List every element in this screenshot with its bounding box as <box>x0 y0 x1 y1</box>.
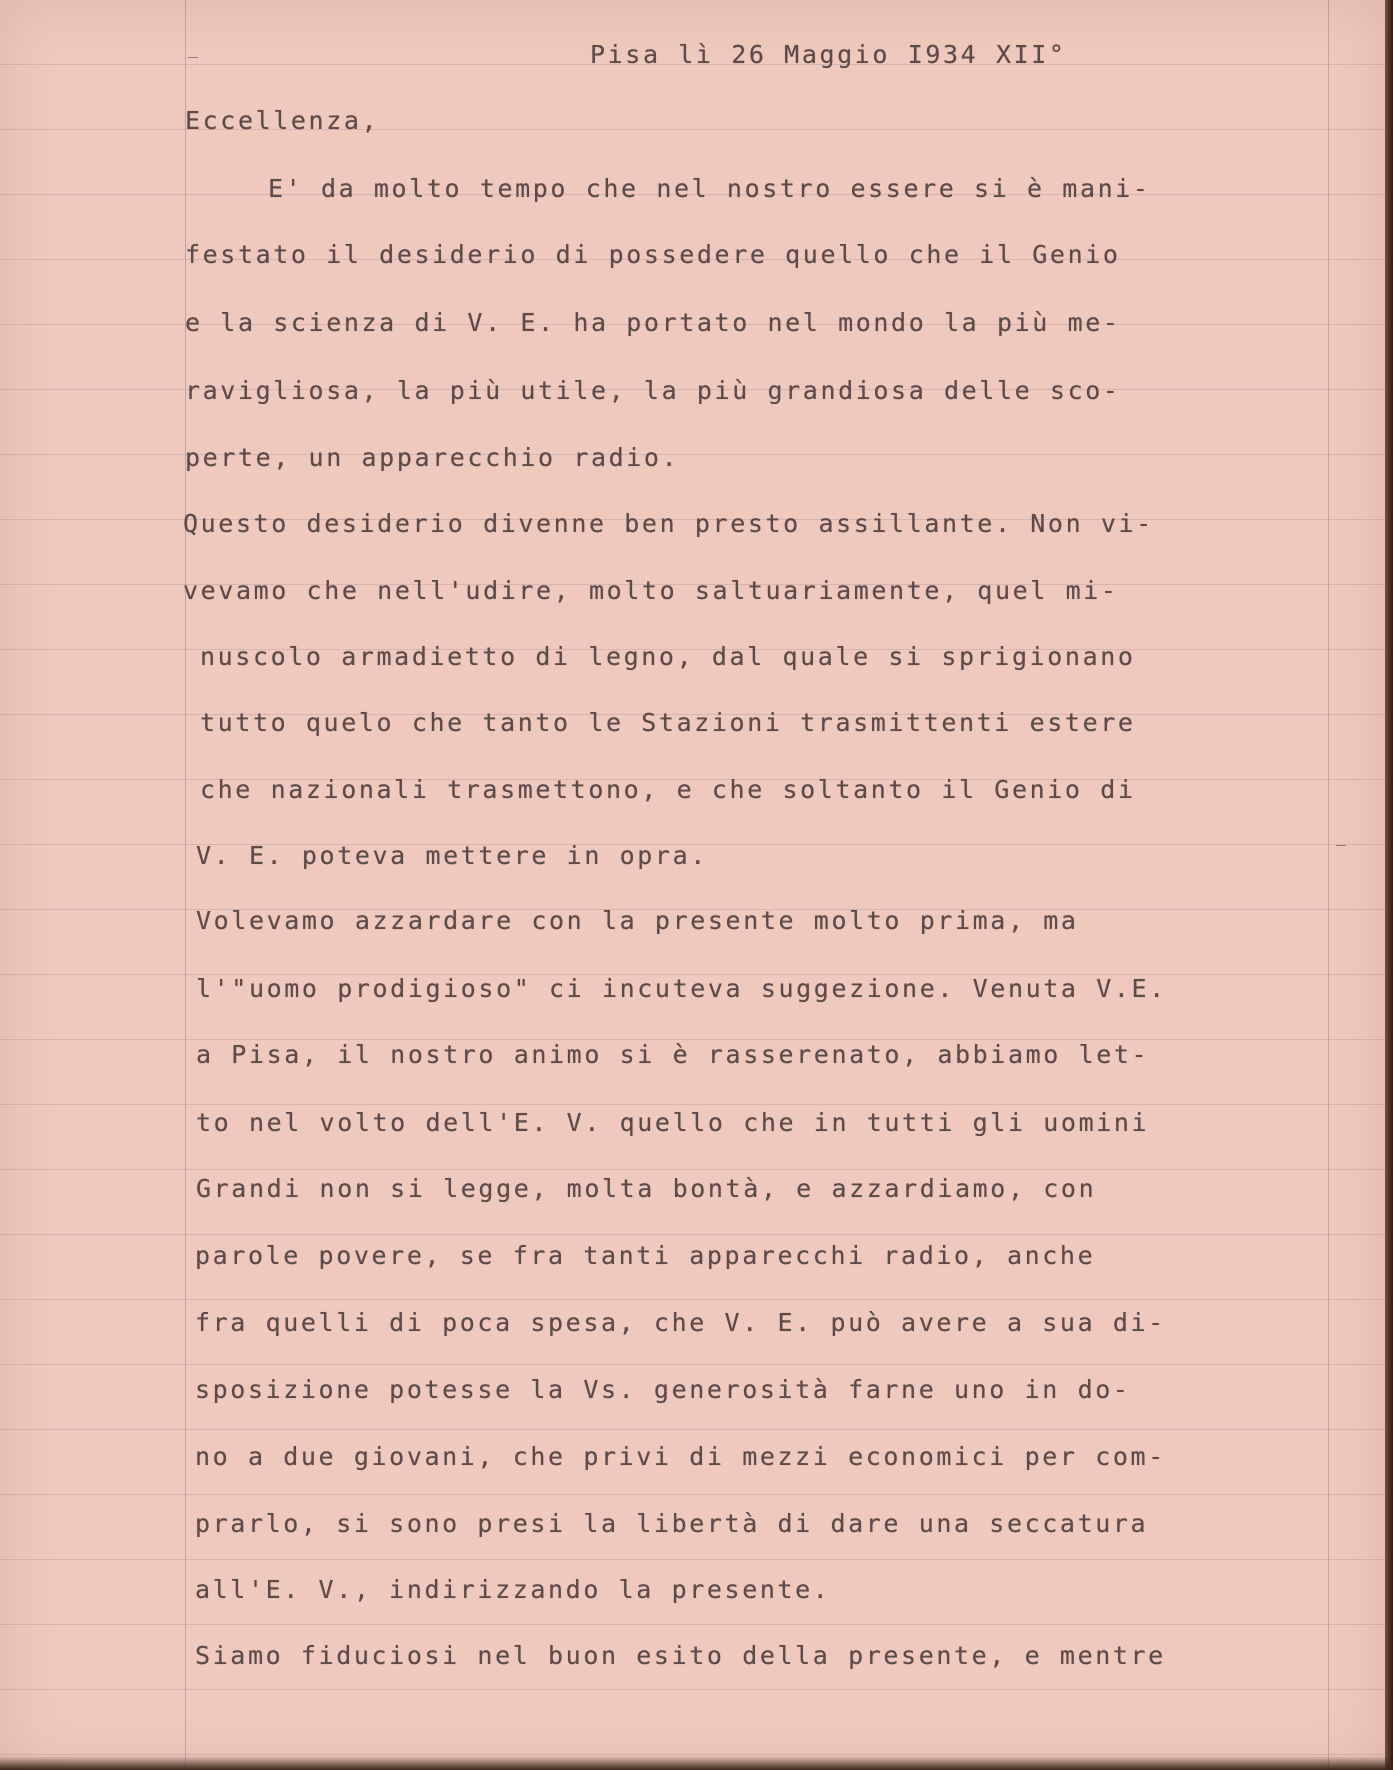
body-line: nuscolo armadietto di legno, dal quale si sprigionano <box>200 642 1136 671</box>
body-line: fra quelli di poca spesa, che V. E. può avere a sua di- <box>195 1308 1166 1337</box>
page-bottom-shadow <box>0 1756 1393 1770</box>
page-edge-shadow <box>1385 0 1393 1770</box>
body-line: perte, un apparecchio radio. <box>185 443 680 472</box>
body-line: parole povere, se fra tanti apparecchi radio, anche <box>195 1241 1096 1270</box>
body-line: Volevamo azzardare con la presente molto prima, ma <box>196 906 1079 935</box>
margin-tick <box>1336 845 1346 846</box>
body-line: to nel volto dell'E. V. quello che in tutti gli uomini <box>196 1108 1150 1137</box>
right-margin-rule <box>1328 0 1329 1770</box>
body-line: Grandi non si legge, molta bontà, e azzardiamo, con <box>196 1174 1097 1203</box>
body-line: a Pisa, il nostro animo si è rasserenato, abbiamo let- <box>196 1040 1150 1069</box>
body-line: tutto quelo che tanto le Stazioni trasmittenti estere <box>200 708 1136 737</box>
body-line: Siamo fiduciosi nel buon esito della presente, e mentre <box>195 1641 1166 1670</box>
body-line: festato il desiderio di possedere quello che il Genio <box>185 240 1121 269</box>
body-line: vevamo che nell'udire, molto saltuariamente, quel mi- <box>183 576 1119 605</box>
body-line: prarlo, si sono presi la libertà di dare una seccatura <box>195 1509 1149 1538</box>
margin-tick <box>188 57 198 58</box>
body-line: sposizione potesse la Vs. generosità farne uno in do- <box>195 1375 1131 1404</box>
body-line: l'"uomo prodigioso" ci incuteva suggezione. Venuta V.E. <box>196 974 1167 1003</box>
body-line: e la scienza di V. E. ha portato nel mondo la più me- <box>185 308 1121 337</box>
body-line: che nazionali trasmettono, e che soltanto il Genio di <box>200 775 1136 804</box>
body-line: all'E. V., indirizzando la presente. <box>195 1575 831 1604</box>
body-line: no a due giovani, che privi di mezzi economici per com- <box>195 1442 1166 1471</box>
body-line: Questo desiderio divenne ben presto assillante. Non vi- <box>183 509 1154 538</box>
body-line: ravigliosa, la più utile, la più grandiosa delle sco- <box>185 376 1121 405</box>
salutation: Eccellenza, <box>185 106 380 135</box>
dateline: Pisa lì 26 Maggio I934 XII° <box>590 40 1067 69</box>
body-line: V. E. poteva mettere in opra. <box>196 841 708 870</box>
body-line: E' da molto tempo che nel nostro essere si è mani- <box>268 174 1151 203</box>
